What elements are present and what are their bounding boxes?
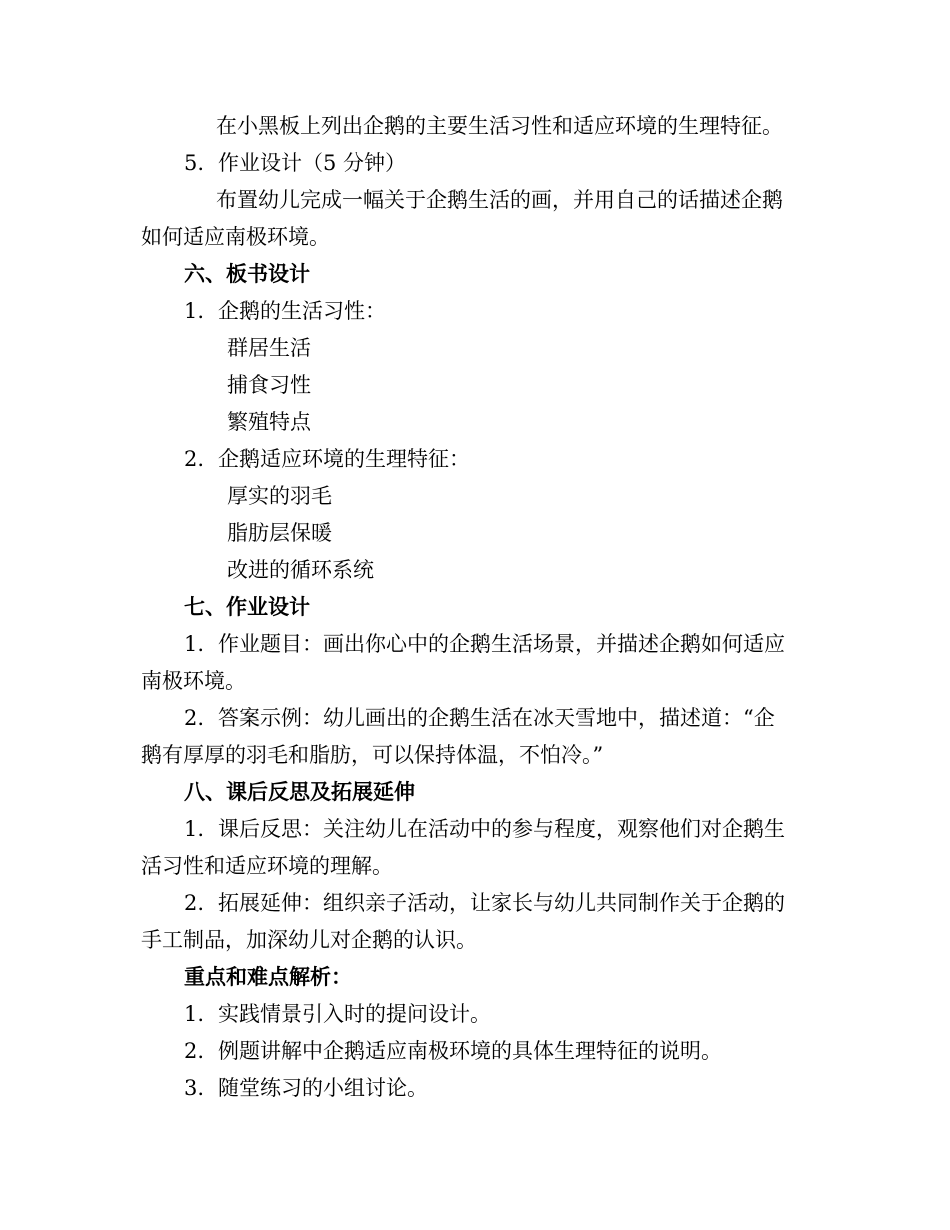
section7-item1-line2: 南极环境。 [141, 669, 246, 693]
section8-item1-text: 课后反思：关注幼儿在活动中的参与程度，观察他们对企鹅生 [218, 817, 785, 841]
section8-item2-line1 [184, 888, 785, 918]
section6-item1-sub1: 群居生活 [227, 336, 311, 360]
section7-item2-number: 2. [184, 706, 205, 730]
key-point-item-2 [184, 1036, 722, 1066]
key-point-item-1 [184, 999, 491, 1029]
key-point-1-text: 实践情景引入时的提问设计。 [218, 1002, 491, 1026]
step5-paragraph-line1: 布置幼儿完成一幅关于企鹅生活的画，并用自己的话描述企鹅 [216, 188, 783, 212]
section6-item1-sub3: 繁殖特点 [227, 410, 311, 434]
section6-item2-sub2: 脂肪层保暖 [227, 521, 332, 545]
section8-item2-line2: 手工制品，加深幼儿对企鹅的认识。 [141, 928, 477, 952]
section6-heading: 六、板书设计 [184, 261, 310, 286]
step5-text: 作业设计（5 分钟） [218, 151, 407, 175]
section7-item1-number: 1. [184, 632, 205, 656]
section6-item1-number: 1. [184, 299, 205, 323]
section6-item2-sub3: 改进的循环系统 [227, 558, 374, 582]
section6-item2-sub1: 厚实的羽毛 [227, 484, 332, 508]
section7-item2-line1 [184, 703, 775, 733]
intro-paragraph: 在小黑板上列出企鹅的主要生活习性和适应环境的生理特征。 [216, 114, 783, 138]
section7-heading: 七、作业设计 [184, 594, 310, 619]
section8-item2-text: 拓展延伸：组织亲子活动，让家长与幼儿共同制作关于企鹅的 [218, 891, 785, 915]
step5-line [184, 148, 406, 178]
key-point-1-number: 1. [184, 1002, 205, 1026]
key-point-2-text: 例题讲解中企鹅适应南极环境的具体生理特征的说明。 [218, 1039, 722, 1063]
step5-paragraph-line2: 如何适应南极环境。 [141, 225, 330, 249]
section8-item2-number: 2. [184, 891, 205, 915]
key-point-3-text: 随堂练习的小组讨论。 [218, 1076, 428, 1100]
key-points-heading: 重点和难点解析： [184, 964, 352, 989]
key-point-item-3 [184, 1073, 428, 1103]
section6-item2-text: 企鹅适应环境的生理特征： [218, 447, 470, 471]
section7-item2-line2: 鹅有厚厚的羽毛和脂肪，可以保持体温，不怕冷。” [141, 743, 604, 767]
section7-item1-text: 作业题目：画出你心中的企鹅生活场景，并描述企鹅如何适应 [218, 632, 785, 656]
section6-item2 [184, 444, 470, 474]
step5-number: 5. [184, 151, 205, 175]
key-point-3-number: 3. [184, 1076, 205, 1100]
section6-item2-number: 2. [184, 447, 205, 471]
section8-heading: 八、课后反思及拓展延伸 [184, 779, 415, 804]
section8-item1-number: 1. [184, 817, 205, 841]
section6-item1 [184, 296, 386, 326]
section8-item1-line1 [184, 814, 785, 844]
section7-item1-line1 [184, 629, 785, 659]
section6-item1-sub2: 捕食习性 [227, 373, 311, 397]
section8-item1-line2: 活习性和适应环境的理解。 [141, 854, 393, 878]
key-point-2-number: 2. [184, 1039, 205, 1063]
section6-item1-text: 企鹅的生活习性： [218, 299, 386, 323]
section7-item2-text: 答案示例：幼儿画出的企鹅生活在冰天雪地中，描述道：“企 [218, 706, 775, 730]
